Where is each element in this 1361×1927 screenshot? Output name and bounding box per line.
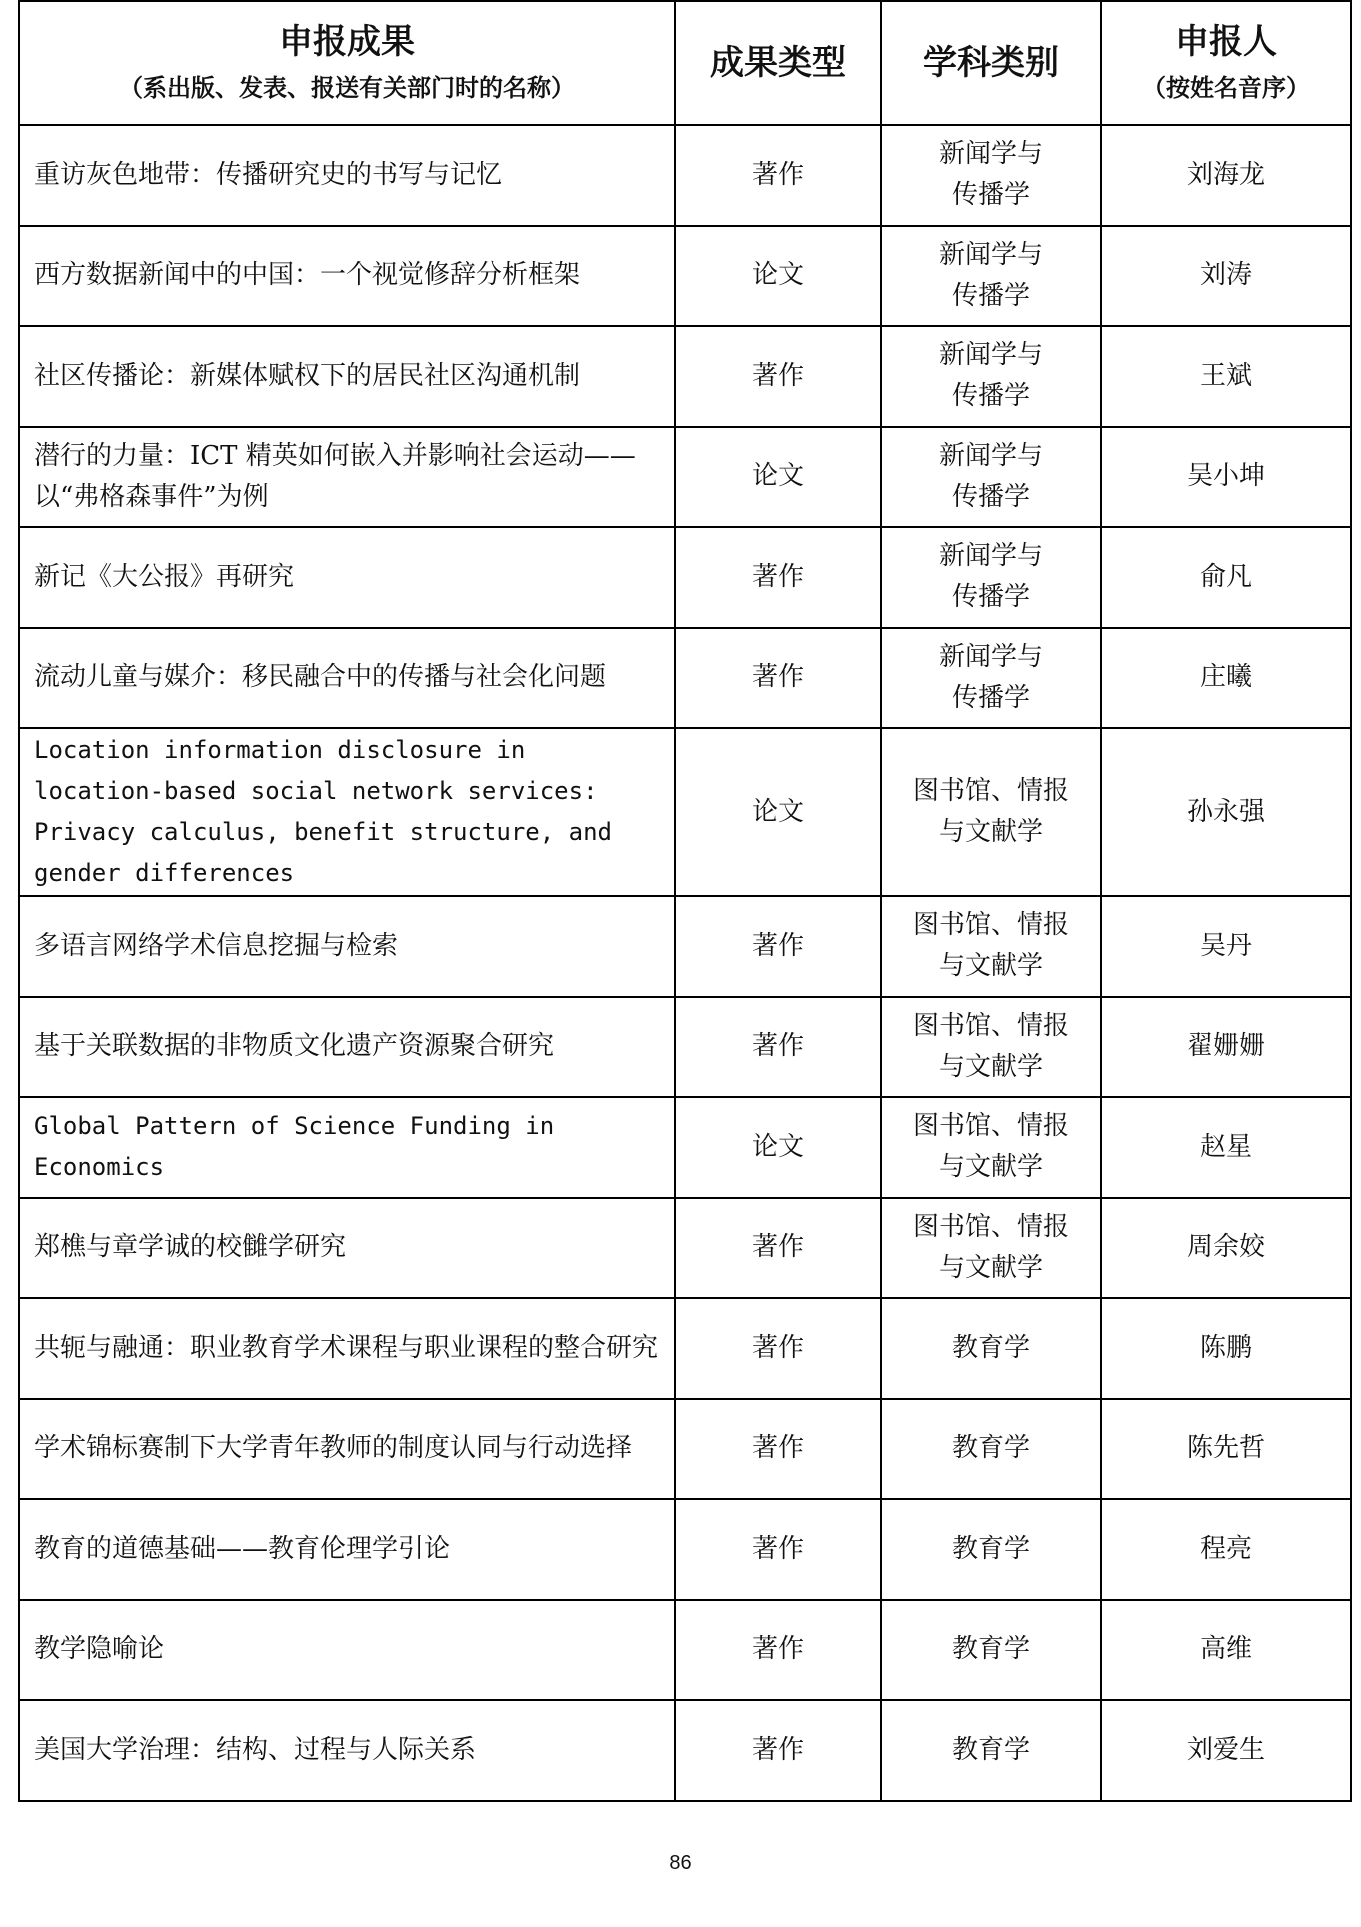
header-title-main: 申报成果 — [279, 22, 415, 62]
row-title: 共轭与融通：职业教育学术课程与职业课程的整合研究 — [19, 1298, 675, 1399]
header-author-main: 申报人 — [1175, 22, 1277, 62]
row-type: 著作 — [675, 125, 881, 226]
achievements-table — [18, 0, 1352, 1802]
row-subject-line1: 教育学 — [951, 1533, 1030, 1564]
row-subject-line1: 新闻学与 — [938, 440, 1043, 471]
row-type: 著作 — [675, 1700, 881, 1801]
row-author: 庄曦 — [1101, 628, 1351, 729]
row-type: 著作 — [675, 1499, 881, 1600]
row-subject — [881, 628, 1101, 729]
row-title: 多语言网络学术信息挖掘与检索 — [19, 896, 675, 997]
row-subject — [881, 1399, 1101, 1500]
row-subject-line1: 新闻学与 — [938, 239, 1043, 270]
table-row — [19, 527, 1351, 628]
row-author: 刘海龙 — [1101, 125, 1351, 226]
row-author: 赵星 — [1101, 1097, 1351, 1198]
row-subject-line1: 图书馆、情报 — [912, 1010, 1069, 1041]
row-title: 郑樵与章学诚的校雠学研究 — [19, 1198, 675, 1299]
row-author: 翟姗姗 — [1101, 997, 1351, 1098]
row-subject — [881, 1198, 1101, 1299]
row-subject-line1: 图书馆、情报 — [912, 1211, 1069, 1242]
row-author: 吴小坤 — [1101, 427, 1351, 528]
row-subject-line2: 传播学 — [951, 682, 1030, 713]
row-author: 吴丹 — [1101, 896, 1351, 997]
row-title: 潜行的力量：ICT 精英如何嵌入并影响社会运动——以“弗格森事件”为例 — [19, 427, 675, 528]
table-row — [19, 326, 1351, 427]
row-title: 流动儿童与媒介：移民融合中的传播与社会化问题 — [19, 628, 675, 729]
row-title: 学术锦标赛制下大学青年教师的制度认同与行动选择 — [19, 1399, 675, 1500]
row-author: 程亮 — [1101, 1499, 1351, 1600]
row-subject-line2: 传播学 — [951, 582, 1030, 613]
row-subject-line1: 图书馆、情报 — [912, 910, 1069, 941]
table-row — [19, 1097, 1351, 1198]
table-row — [19, 1198, 1351, 1299]
row-subject-line1: 教育学 — [951, 1734, 1030, 1765]
row-subject-line2: 与文献学 — [938, 1051, 1043, 1082]
row-subject-line2: 与文献学 — [938, 1252, 1043, 1283]
header-subject-label: 学科类别 — [923, 43, 1059, 83]
row-subject — [881, 1700, 1101, 1801]
table-row — [19, 628, 1351, 729]
row-subject-line2: 传播学 — [951, 381, 1030, 412]
row-subject — [881, 1097, 1101, 1198]
page-number: 86 — [669, 1852, 692, 1874]
row-subject-line2: 传播学 — [951, 180, 1030, 211]
row-type: 著作 — [675, 1399, 881, 1500]
row-subject-line2: 传播学 — [951, 481, 1030, 512]
row-type: 论文 — [675, 427, 881, 528]
table-row — [19, 896, 1351, 997]
row-subject-line1: 教育学 — [951, 1433, 1030, 1464]
table-row — [19, 125, 1351, 226]
row-author: 陈先哲 — [1101, 1399, 1351, 1500]
row-subject-line1: 图书馆、情报 — [912, 1111, 1069, 1142]
row-type: 著作 — [675, 527, 881, 628]
row-subject — [881, 896, 1101, 997]
header-author — [1101, 1, 1351, 125]
row-subject — [881, 997, 1101, 1098]
row-subject — [881, 1298, 1101, 1399]
row-title: 美国大学治理：结构、过程与人际关系 — [19, 1700, 675, 1801]
row-title: Location information disclosure in location-based social network services: Privacy calculus, benefit structure, and gender differences — [19, 728, 675, 896]
row-type: 著作 — [675, 628, 881, 729]
header-subject — [881, 1, 1101, 125]
row-title: Global Pattern of Science Funding in Economics — [19, 1097, 675, 1198]
row-subject-line2: 与文献学 — [938, 951, 1043, 982]
row-author: 王斌 — [1101, 326, 1351, 427]
row-type: 著作 — [675, 1198, 881, 1299]
row-subject-line1: 新闻学与 — [938, 541, 1043, 572]
row-subject-line2: 与文献学 — [938, 1152, 1043, 1183]
row-type: 著作 — [675, 326, 881, 427]
row-subject-line1: 教育学 — [951, 1634, 1030, 1665]
row-type: 著作 — [675, 896, 881, 997]
row-author: 孙永强 — [1101, 728, 1351, 896]
row-title: 基于关联数据的非物质文化遗产资源聚合研究 — [19, 997, 675, 1098]
table-header-row — [19, 1, 1351, 125]
row-subject — [881, 427, 1101, 528]
row-title: 重访灰色地带：传播研究史的书写与记忆 — [19, 125, 675, 226]
row-subject — [881, 125, 1101, 226]
row-title: 社区传播论：新媒体赋权下的居民社区沟通机制 — [19, 326, 675, 427]
row-subject-line1: 新闻学与 — [938, 340, 1043, 371]
table-row — [19, 1298, 1351, 1399]
row-subject-line1: 新闻学与 — [938, 139, 1043, 170]
row-subject-line2: 与文献学 — [938, 817, 1043, 847]
table-row — [19, 226, 1351, 327]
row-type: 著作 — [675, 1600, 881, 1701]
row-subject — [881, 226, 1101, 327]
row-subject — [881, 326, 1101, 427]
row-subject — [881, 1600, 1101, 1701]
row-title: 西方数据新闻中的中国：一个视觉修辞分析框架 — [19, 226, 675, 327]
table-row — [19, 728, 1351, 896]
row-subject — [881, 1499, 1101, 1600]
row-author: 刘涛 — [1101, 226, 1351, 327]
header-title-sub: （系出版、发表、报送有关部门时的名称） — [119, 74, 575, 102]
row-author: 俞凡 — [1101, 527, 1351, 628]
row-type: 著作 — [675, 1298, 881, 1399]
table-row — [19, 1600, 1351, 1701]
row-title: 新记《大公报》再研究 — [19, 527, 675, 628]
row-subject-line1: 教育学 — [951, 1332, 1030, 1363]
table-row — [19, 997, 1351, 1098]
row-subject-line2: 传播学 — [951, 280, 1030, 311]
row-title: 教育的道德基础——教育伦理学引论 — [19, 1499, 675, 1600]
row-author: 周余姣 — [1101, 1198, 1351, 1299]
header-title — [19, 1, 675, 125]
row-type: 论文 — [675, 728, 881, 896]
table-row — [19, 427, 1351, 528]
row-subject-line1: 新闻学与 — [938, 641, 1043, 672]
row-subject-line1: 图书馆、情报 — [912, 776, 1069, 806]
header-author-sub: （按姓名音序） — [1142, 74, 1310, 102]
row-subject — [881, 728, 1101, 896]
row-title: 教学隐喻论 — [19, 1600, 675, 1701]
row-author: 高维 — [1101, 1600, 1351, 1701]
row-type: 论文 — [675, 1097, 881, 1198]
header-type — [675, 1, 881, 125]
table-row — [19, 1499, 1351, 1600]
row-author: 刘爱生 — [1101, 1700, 1351, 1801]
table-row — [19, 1700, 1351, 1801]
table-row — [19, 1399, 1351, 1500]
row-type: 著作 — [675, 997, 881, 1098]
row-author: 陈鹏 — [1101, 1298, 1351, 1399]
header-type-label: 成果类型 — [710, 43, 846, 83]
row-type: 论文 — [675, 226, 881, 327]
row-subject — [881, 527, 1101, 628]
